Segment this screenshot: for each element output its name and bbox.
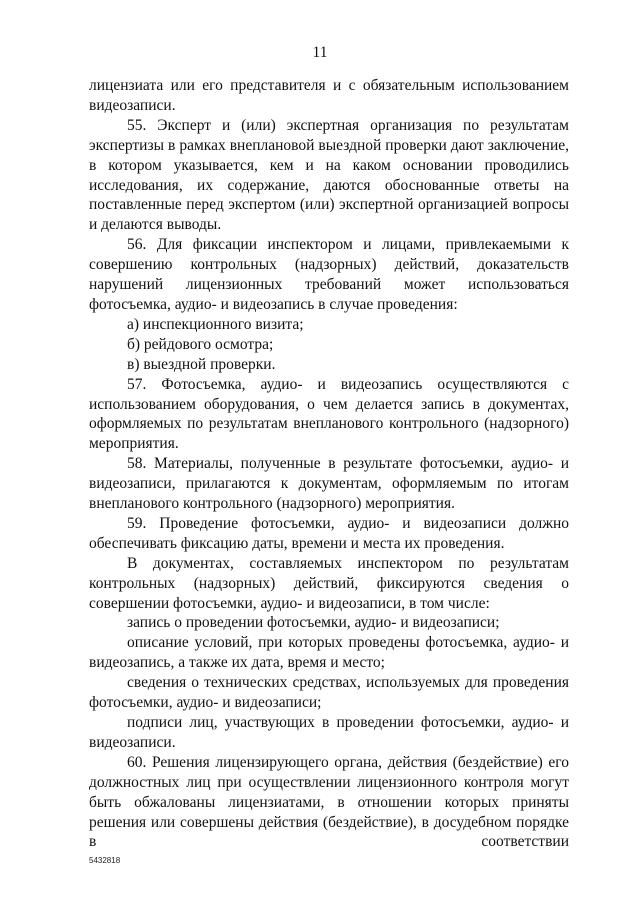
list-item-record: запись о проведении фотосъемки, аудио- и видеозаписи;: [127, 614, 500, 632]
paragraph-57: 57. Фотосъемка, аудио- и видеозапись осуществляются с использованием оборудования, о чем делается запись в документах, оформляемых по результатам внепланового контрольного (надзорного) мероприятия.: [89, 375, 569, 453]
document-body: [89, 76, 569, 852]
list-item-conditions: описание условий, при которых проведены фотосъемка, аудио- и видеозапись, а также их дата, время и место;: [89, 634, 569, 672]
list-item-v: в) выездной проверки.: [127, 355, 276, 373]
paragraph-documents: В документах, составляемых инспектором по результатам контрольных (надзорных) действий, фиксируются сведения о совершении фотосъемки, аудио- и видеозаписи, в том числе:: [89, 554, 569, 612]
paragraph-continuation: лицензиата или его представителя и с обязательным использованием видеозаписи.: [89, 77, 569, 114]
paragraph-56: 56. Для фиксации инспектором и лицами, привлекаемыми к совершению контрольных (надзорных) действий, доказательств нарушений лицензионных требований может использоваться фотосъемка, аудио- и видеозапись в случае проведения:: [89, 236, 569, 313]
list-item-b: б) рейдового осмотра;: [127, 335, 274, 353]
list-item-technical-means: сведения о технических средствах, используемых для проведения фотосъемки, аудио- и видеозаписи;: [89, 674, 569, 712]
list-item-signatures: подписи лиц, участвующих в проведении фотосъемки, аудио- и видеозаписи.: [89, 714, 569, 751]
paragraph-55: 55. Эксперт и (или) экспертная организация по результатам экспертизы в рамках внеплановой выездной проверки дают заключение, в котором указывается, кем и на каком основании проводились исследования, их содержание, даются обоснованные ответы на поставленные перед экспертом (или) экспертной организацией вопросы и делаются выводы.: [89, 116, 569, 234]
paragraph-59: 59. Проведение фотосъемки, аудио- и видеозаписи должно обеспечивать фиксацию даты, времени и места их проведения.: [89, 514, 569, 552]
document-code: 5432818: [89, 856, 121, 865]
paragraph-60: 60. Решения лицензирующего органа, действия (бездействие) его должностных лиц при осуществлении лицензионного контроля могут быть обжалованы лицензиатами, в отношении которых приняты решения или совершены действия (бездействие), в досудебном порядке в соответствии: [89, 753, 569, 851]
list-item-a: а) инспекционного визита;: [127, 315, 304, 333]
page-number: 11: [312, 44, 328, 61]
paragraph-58: 58. Материалы, полученные в результате фотосъемки, аудио- и видеозаписи, прилагаются к документам, оформляемым по итогам внепланового контрольного (надзорного) мероприятия.: [89, 455, 569, 513]
